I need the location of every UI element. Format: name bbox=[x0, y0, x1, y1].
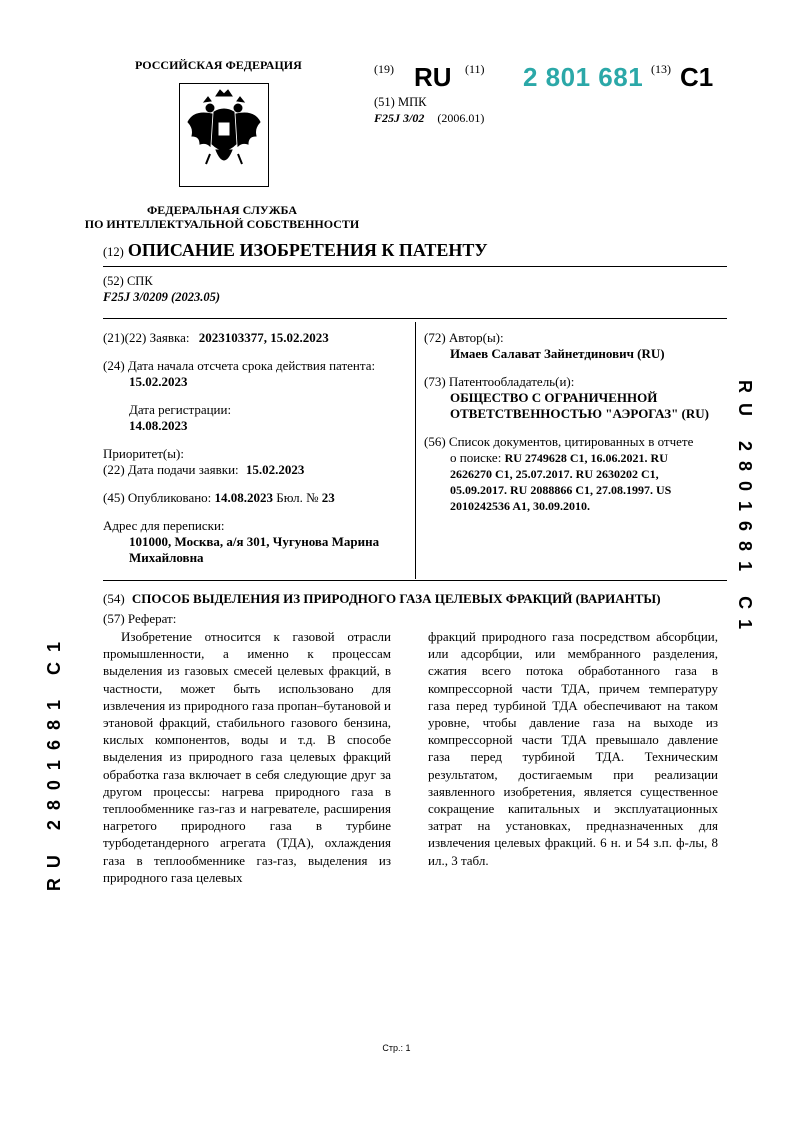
owner-label: (73) Патентообладатель(и): bbox=[424, 374, 575, 389]
agency-line-1: ФЕДЕРАЛЬНАЯ СЛУЖБА bbox=[147, 203, 297, 217]
address-label: Адрес для переписки: bbox=[103, 518, 225, 533]
filing-label: (22) Дата подачи заявки: bbox=[103, 462, 239, 477]
author-label: (72) Автор(ы): bbox=[424, 330, 504, 345]
side-id-right: RU 2801681 C1 bbox=[735, 380, 755, 640]
inid-12: (12) bbox=[103, 245, 124, 259]
biblio-left-column bbox=[103, 330, 408, 566]
address-line-1: 101000, Москва, а/я 301, Чугунова Марина bbox=[129, 534, 380, 549]
column-divider bbox=[415, 322, 416, 579]
author-value: Имаев Салават Зайнетдинович (RU) bbox=[450, 346, 665, 361]
kind-code: C1 bbox=[680, 62, 714, 92]
mpk-year: (2006.01) bbox=[437, 111, 485, 125]
inid-13: (13) bbox=[651, 62, 671, 76]
mpk-label: (51) МПК bbox=[374, 95, 427, 109]
mpk-class: F25J 3/02 bbox=[374, 111, 425, 125]
start-date-label: (24) Дата начала отсчета срока действия патента: bbox=[103, 358, 376, 373]
owner-line-1: ОБЩЕСТВО С ОГРАНИЧЕННОЙ bbox=[450, 390, 658, 405]
abstract-heading: (57) Реферат: bbox=[103, 611, 177, 626]
cited-line-1 bbox=[424, 450, 724, 466]
agency-line-2: ПО ИНТЕЛЛЕКТУАЛЬНОЙ СОБСТВЕННОСТИ bbox=[84, 217, 360, 231]
divider bbox=[103, 318, 727, 319]
mpk-classification bbox=[374, 111, 484, 126]
country-code: RU bbox=[414, 62, 452, 92]
side-id-left: RU 2801681 C1 bbox=[44, 632, 64, 892]
invention-name: СПОСОБ ВЫДЕЛЕНИЯ ИЗ ПРИРОДНОГО ГАЗА ЦЕЛЕВЫХ ФРАКЦИЙ (ВАРИАНТЫ) bbox=[131, 591, 661, 606]
cited-label: (56) Список документов, цитированных в отчете bbox=[424, 434, 694, 449]
published-value: 14.08.2023 bbox=[214, 490, 274, 505]
priority-label: Приоритет(ы): bbox=[103, 446, 184, 461]
cited-line-3: 05.09.2017. RU 2088866 C1, 27.08.1997. US bbox=[450, 483, 672, 497]
cited-line-2: 2626270 C1, 25.07.2017. RU 2630202 C1, bbox=[450, 467, 659, 481]
bulletin-value: 23 bbox=[321, 490, 335, 505]
abstract-right-column bbox=[428, 628, 718, 869]
divider bbox=[103, 580, 727, 581]
cited-line-1-text: RU 2749628 C1, 16.06.2021. RU bbox=[504, 451, 668, 465]
abstract-left-text: Изобретение относится к газовой отрасли промышленности, а именно к процессам выделения из газовых смесей целевых фракций, в частности, может быть использовано для извлечения из природного газа пропан–бутановой и этановой фракций, стабильного газового бензина, кислых компонентов, воды и т.д. В способе выделения из природного газа целевых фракций обработка газа включает в себя следующие друг за другом процессы: нагрева природного газа в теплообменнике газ-газ и нагревателе, расширения нагретого природного газа в турбине турбодетандерного агрегата (ТДА), охлаждения газа в теплообменнике газ-газ, выделения из природного газа целевых bbox=[103, 629, 391, 885]
address-line-2: Михайловна bbox=[129, 550, 204, 565]
start-date-value: 15.02.2023 bbox=[129, 374, 188, 389]
published-label: (45) Опубликовано: bbox=[103, 490, 212, 505]
title-text: ОПИСАНИЕ ИЗОБРЕТЕНИЯ К ПАТЕНТУ bbox=[127, 240, 488, 260]
abstract-right-text: фракций природного газа посредством абсорбции, или адсорбции, или мембранного разделения, сжатия всего потока обработанного газа в компрессорной части ТДА, причем температуру газа перед турбиной ТДА обеспечивают на таком уровне, чтобы давление газа на выходе из компрессорной части ТДА превышало давление газа перед турбиной ТДА. Техническим результатом, достигаемым при реализации заявленного изобретения, является существенное сокращение капитальных и эксплуатационных затрат на установках, предназначенных для извлечения целевых фракций. 6 н. и 54 з.п. ф-лы, 8 ил., 3 табл. bbox=[428, 629, 718, 868]
application-label: (21)(22) Заявка: bbox=[103, 330, 190, 345]
application-field bbox=[103, 330, 408, 346]
registration-value: 14.08.2023 bbox=[129, 418, 188, 433]
spk-value: F25J 3/0209 (2023.05) bbox=[103, 290, 221, 304]
owner-line-2: ОТВЕТСТВЕННОСТЬЮ "АЭРОГАЗ" (RU) bbox=[450, 406, 709, 421]
filing-value: 15.02.2023 bbox=[245, 462, 305, 477]
published-field bbox=[103, 490, 408, 506]
inid-11: (11) bbox=[465, 62, 485, 76]
registration-label: Дата регистрации: bbox=[129, 402, 232, 417]
document-title bbox=[103, 240, 488, 261]
agency-name bbox=[82, 203, 362, 231]
page-number: Стр.: 1 bbox=[382, 1043, 411, 1053]
bulletin-label: Бюл. № bbox=[276, 490, 319, 505]
filing-field bbox=[103, 462, 408, 478]
inid-19: (19) bbox=[374, 62, 394, 76]
biblio-right-column bbox=[424, 330, 724, 514]
spk-label: (52) СПК bbox=[103, 274, 153, 288]
emblem-logo bbox=[179, 83, 269, 187]
abstract-left-column bbox=[103, 628, 391, 886]
application-value: 2023103377, 15.02.2023 bbox=[198, 330, 329, 345]
country-name: РОССИЙСКАЯ ФЕДЕРАЦИЯ bbox=[135, 58, 302, 72]
invention-title bbox=[103, 591, 661, 607]
patent-number: 2 801 681 bbox=[523, 62, 644, 92]
inid-54: (54) bbox=[103, 591, 125, 606]
cited-prefix: о поиске: bbox=[450, 450, 502, 465]
divider bbox=[103, 266, 727, 267]
cited-line-4: 2010242536 A1, 30.09.2010. bbox=[450, 499, 591, 513]
